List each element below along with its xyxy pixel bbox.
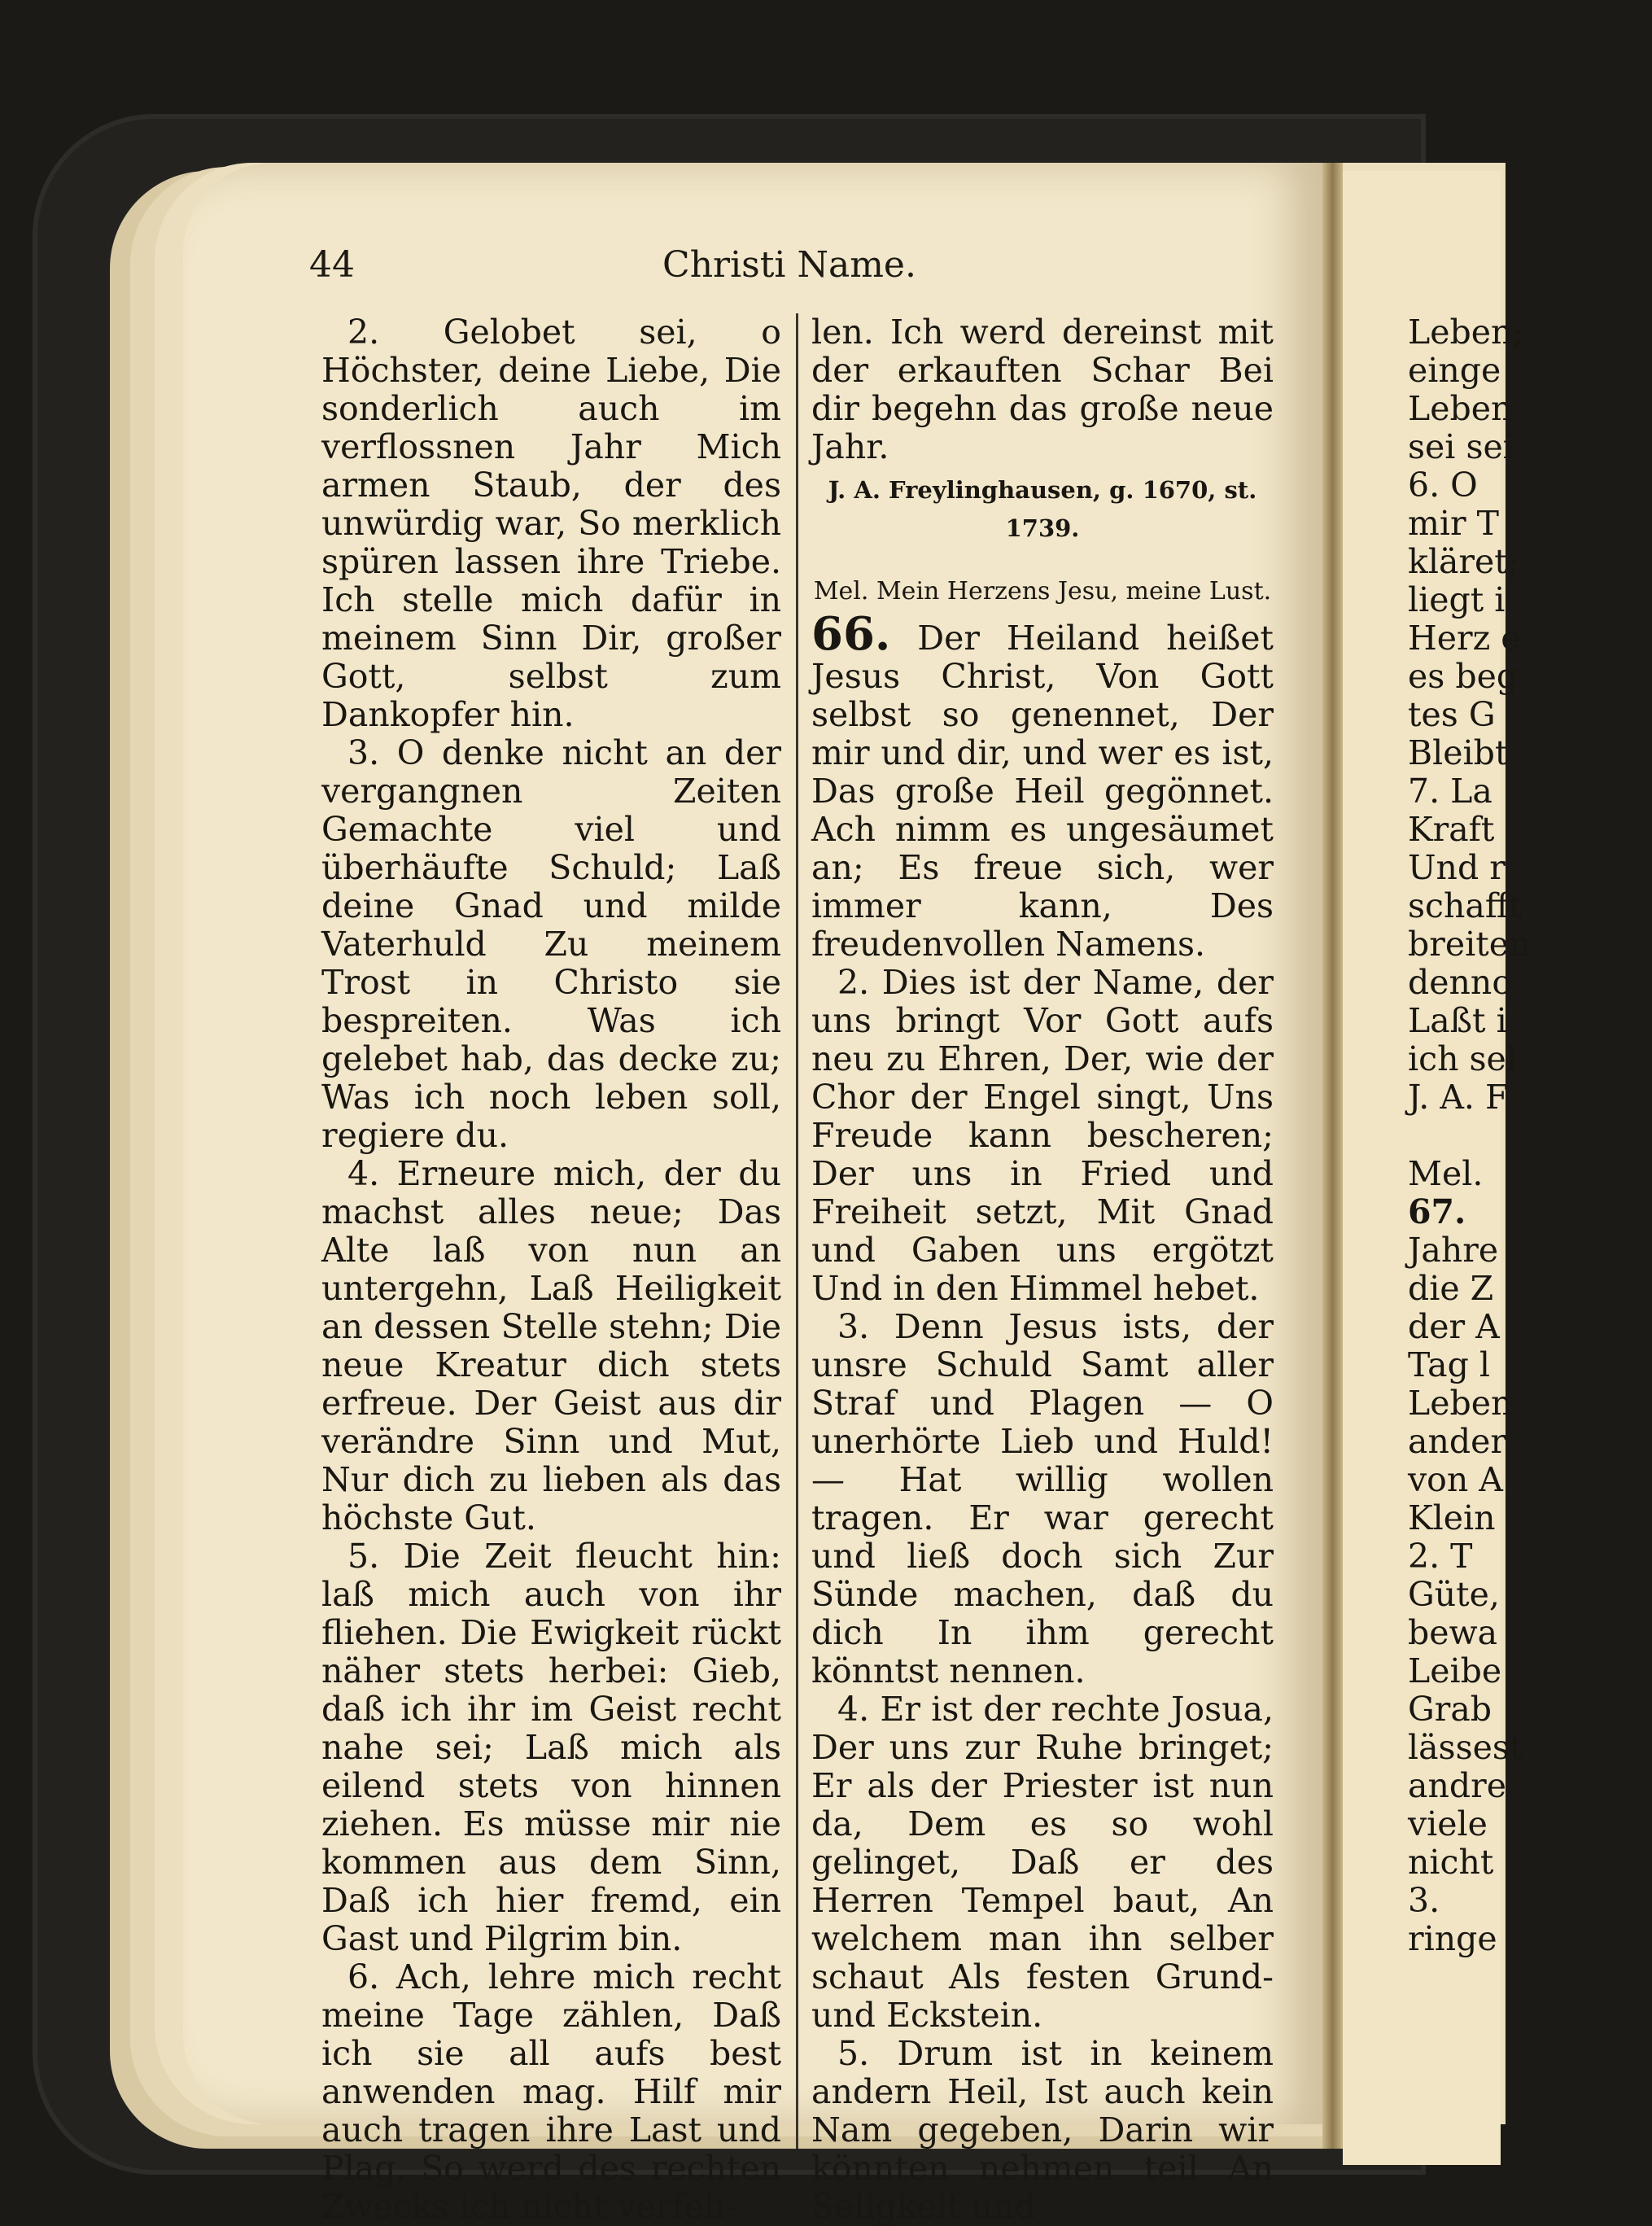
verse: 2. Gelobet sei, o Höchster, deine Liebe, Die sonderlich auch im verflossnen Jahr Mich armen Staub, der des unwürdig war, So merklich spüren lassen ihre Triebe. Ich stelle mich dafür in meinem Sinn Dir, großer Gott, selbst zum Dankopfer hin.: [321, 313, 781, 734]
right-column: [811, 313, 1274, 2226]
edge-line: Jahre: [1408, 1231, 1499, 1270]
edge-line: nicht: [1408, 1843, 1494, 1882]
edge-line: Grab: [1408, 1690, 1492, 1729]
edge-line: 67.: [1408, 1192, 1466, 1231]
page-number: 44: [309, 244, 355, 286]
edge-line: [1408, 1117, 1652, 1155]
hymn-first-verse: [811, 607, 1274, 964]
edge-line: Leibe: [1408, 1651, 1502, 1690]
edge-line: J. A. F: [1408, 1078, 1509, 1117]
verse: 5. Drum ist in keinem andern Heil, Ist auch kein Nam gegeben, Darin wir könnten nehmen teil An Seligkeit und: [811, 2034, 1274, 2226]
verse: 3. Denn Jesus ists, der unsre Schuld Samt aller Straf und Plagen — O unerhörte Lieb und Huld! — Hat willig wollen tragen. Er war gerecht und ließ doch sich Zur Sünde machen, daß du dich In ihm gerecht könntst nennen.: [811, 1307, 1274, 1690]
verse: 5. Die Zeit fleucht hin: laß mich auch von ihr fliehen. Die Ewigkeit rückt näher stets herbei: Gieb, daß ich ihr im Geist recht nahe sei; Laß mich als eilend stets von hinnen ziehen. Es müsse mir nie kommen aus dem Sinn, Daß ich hier fremd, ein Gast und Pilgrim bin.: [321, 1537, 781, 1958]
edge-line: ander: [1408, 1422, 1506, 1461]
edge-line: schafft: [1408, 886, 1523, 925]
hymn-number: 66.: [811, 607, 891, 661]
verse: 6. Ach, lehre mich recht meine Tage zählen, Daß ich sie all aufs best anwenden mag. Hilf mir auch tragen ihre Last und Plag, So werd des rechten Zwecks ich nicht verfeh-: [321, 1957, 781, 2226]
facing-page-edge-column: [1408, 313, 1652, 1958]
edge-line: Güte,: [1408, 1575, 1500, 1614]
running-title: Christi Name.: [662, 244, 916, 286]
edge-line: 3.: [1408, 1881, 1440, 1920]
column-divider: [796, 313, 798, 2149]
edge-line: 2. T: [1408, 1537, 1473, 1576]
left-column: [321, 313, 781, 2226]
edge-line: bewa: [1408, 1613, 1498, 1652]
verse-text: Der Heiland heißet Jesus Christ, Von Gott selbst so genennet, Der mir und dir, und wer es ist, Das große Heil gegönnet. Ach nimm es ungesäumet an; Es freue sich, wer immer kann, Des freudenvollen Namens.: [811, 619, 1274, 964]
edge-line: Tag l: [1408, 1345, 1490, 1384]
edge-line: sei sei: [1408, 427, 1514, 466]
verse: 4. Erneure mich, der du machst alles neue; Das Alte laß von nun an untergehn, Laß Heiligkeit an dessen Stelle stehn; Die neue Kreatur dich stets erfreue. Der Geist aus dir verändre Sinn und Mut, Nur dich zu lieben als das höchste Gut.: [321, 1154, 781, 1537]
edge-line: mir T: [1408, 504, 1499, 543]
edge-line: Leben: [1408, 1384, 1513, 1423]
edge-line: von A: [1408, 1460, 1503, 1499]
edge-line: einge: [1408, 351, 1501, 390]
verse-continuation: len. Ich werd dereinst mit der erkauften Schar Bei dir begehn das große neue Jahr.: [811, 313, 1274, 466]
page-header: [309, 244, 1270, 293]
edge-line: 6. O: [1408, 466, 1478, 505]
book-gutter: [1322, 163, 1343, 2149]
edge-line: denno: [1408, 963, 1513, 1002]
edge-line: Laßt i: [1408, 1001, 1507, 1040]
edge-line: Leben: [1408, 389, 1513, 428]
edge-line: lässest: [1408, 1728, 1523, 1767]
edge-line: Leben;: [1408, 313, 1524, 352]
edge-line: Herz e: [1408, 619, 1521, 658]
edge-line: Bleibt: [1408, 733, 1509, 772]
edge-line: Klein: [1408, 1498, 1496, 1537]
verse: 4. Er ist der rechte Josua, Der uns zur Ruhe bringet; Er als der Priester ist nun da, Dem es so wohl gelinget, Daß er des Herren Tempel baut, An welchem man ihn selber schaut Als festen Grund- und Eckstein.: [811, 1690, 1274, 2035]
edge-line: viele: [1408, 1804, 1488, 1843]
edge-line: es beg: [1408, 657, 1519, 696]
hymn-author: J. A. Freylinghausen, g. 1670, st. 1739.: [828, 476, 1257, 542]
edge-line: die Z: [1408, 1269, 1494, 1308]
edge-line: breiten: [1408, 925, 1531, 964]
edge-line: Mel.: [1408, 1154, 1484, 1193]
edge-line: andre: [1408, 1766, 1506, 1805]
verse: 3. O denke nicht an der vergangnen Zeiten Gemachte viel und überhäufte Schuld; Laß deine Gnad und milde Vaterhuld Zu meinem Trost in Christo sie bespreiten. Was ich gelebet hab, das decke zu; Was ich noch leben soll, regiere du.: [321, 733, 781, 1155]
edge-line: Und r: [1408, 848, 1506, 887]
edge-line: ringe: [1408, 1919, 1497, 1958]
edge-line: 7. La: [1408, 772, 1492, 811]
edge-line: Kraft: [1408, 810, 1495, 849]
edge-line: der A: [1408, 1307, 1500, 1346]
edge-line: tes G: [1408, 695, 1496, 734]
hymn-melody: Mel. Mein Herzens Jesu, meine Lust.: [813, 577, 1272, 606]
edge-line: ich sel: [1408, 1039, 1517, 1078]
edge-line: kläret;: [1408, 542, 1519, 581]
verse: 2. Dies ist der Name, der uns bringt Vor Gott aufs neu zu Ehren, Der, wie der Chor der Engel singt, Uns Freude kann bescheren; Der uns in Fried und Freiheit setzt, Mit Gnad und Gaben uns ergötzt Und in den Himmel hebet.: [811, 963, 1274, 1308]
edge-line: liegt i: [1408, 580, 1506, 619]
